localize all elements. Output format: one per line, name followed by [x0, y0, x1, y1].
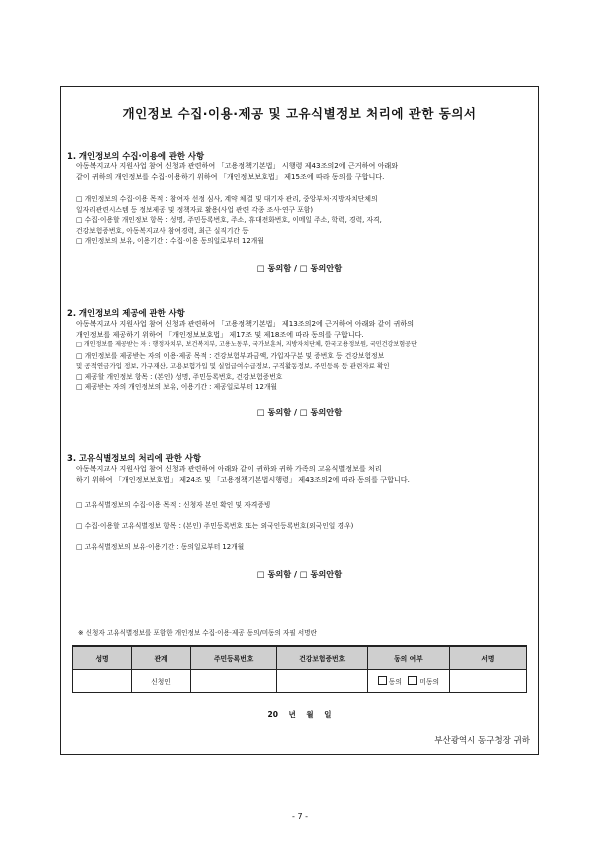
- section-2-paragraph: 아동복지교사 지원사업 참여 신청과 관련하여 「고용정책기본법」 제13조의2에 근거하여 아래와 같이 귀하의 개인정보를 제공하기 위하여 「개인정보보호법」 제17조 및 제18조에 따라 동의를 구합니다.: [76, 319, 415, 339]
- section-3-paragraph: 아동복지교사 지원사업 참여 신청과 관련하여 아래와 같이 귀하와 귀하 가족의 고유식별정보를 처리 하기 위하여 「개인정보보호법」 제24조 및 「고용정책기본법시행령」 제43조의2에 따라 동의를 구합니다.: [76, 464, 410, 484]
- list-item: □ 개인정보의 보유, 이용기간 : 수집·이용 동의일로부터 12개월: [76, 237, 264, 245]
- section-2-heading: 2. 개인정보의 제공에 관한 사항: [67, 308, 185, 318]
- header-name: 성명: [73, 646, 132, 670]
- header-relation: 관계: [132, 646, 191, 670]
- header-rrn: 주민등록번호: [191, 646, 277, 670]
- page-number: - 7 -: [292, 812, 308, 821]
- section-3-consent-checkboxes[interactable]: □ 동의함 / □ 동의안함: [256, 569, 343, 579]
- table-header-row: [73, 646, 527, 670]
- list-item-spacer: [76, 511, 532, 522]
- header-consent: 동의 여부: [368, 646, 450, 670]
- agree-checkbox[interactable]: [378, 676, 387, 685]
- disagree-checkbox[interactable]: [408, 676, 417, 685]
- section-1-items: [76, 194, 532, 247]
- list-item: □ 개인정보를 제공받는 자 : 행정자치부, 보건복지부, 고용노동부, 국가보훈처, 지방자치단체, 한국고용정보원, 국민건강보험공단: [76, 341, 417, 348]
- signature-table: [72, 645, 527, 693]
- health-no-cell[interactable]: [277, 670, 368, 693]
- list-item: □ 개인정보를 제공받는 자의 이용·제공 목적 : 건강보험부과금액, 가입자구분 및 증번호 등 건강보험정보: [76, 351, 385, 360]
- section-1-heading: 1. 개인정보의 수집·이용에 관한 사항: [67, 151, 205, 161]
- section-3-heading: 3. 고유식별정보의 처리에 관한 사항: [67, 453, 201, 463]
- relation-cell: 신청인: [132, 670, 191, 693]
- list-item: □ 수집·이용할 개인정보 항목 : 성명, 주민등록번호, 주소, 휴대전화번호, 이메일 주소, 학력, 경력, 자격,: [76, 216, 382, 224]
- section-1-paragraph: 아동복지교사 지원사업 참여 신청과 관련하여 「고용정책기본법」 시행령 제43조의2에 근거하여 아래와 같이 귀하의 개인정보를 수집·이용하기 위하여 「개인정보보호법」 제15조에 따라 동의를 구합니다.: [76, 161, 399, 181]
- consent-cell: [368, 670, 450, 693]
- section-2-consent-checkboxes[interactable]: □ 동의함 / □ 동의안함: [256, 407, 343, 417]
- list-item: 일자리관련시스템 등 정보제공 및 정책자료 활용(사업 관련 각종 조사·연구 포함): [76, 205, 314, 214]
- section-1-consent-checkboxes[interactable]: □ 동의함 / □ 동의안함: [256, 263, 343, 273]
- table-row: [73, 670, 527, 693]
- header-signature: 서명: [449, 646, 526, 670]
- list-item: 건강보험증번호, 아동복지교사 참여경력, 최근 실직기간 등: [76, 226, 249, 235]
- signature-note: ※ 신청자 고유식별정보를 포함한 개인정보 수집·이용·제공 동의/미동의 자필 서명란: [78, 629, 317, 637]
- list-item: □ 고유식별정보의 보유·이용기간 : 동의일로부터 12개월: [76, 543, 245, 551]
- section-3-items: [76, 500, 532, 553]
- rrn-cell[interactable]: [191, 670, 277, 693]
- list-item: □ 수집·이용할 고유식별정보 항목 : (본인) 주민등록번호 또는 외국인등록번호(외국인일 경우): [76, 522, 354, 530]
- list-item: □ 고유식별정보의 수집·이용 목적 : 신청자 본인 확인 및 자격증빙: [76, 501, 271, 509]
- disagree-label: 미동의: [419, 678, 440, 686]
- signature-cell[interactable]: [449, 670, 526, 693]
- name-cell[interactable]: [73, 670, 132, 693]
- header-health-no: 건강보험증번호: [277, 646, 368, 670]
- recipient: 부산광역시 동구청장 귀하: [434, 736, 530, 746]
- list-item: □ 개인정보의 수집·이용 목적 : 참여자 선정 심사, 계약 체결 및 대기자 관리, 중앙부처·지방자치단체의: [76, 195, 378, 203]
- list-item: 및 공적연금가입 정보, 가구재산, 고용보험가입 및 실업급여수급정보, 구직활동정보, 주민등록 등 관련자료 확인: [76, 362, 390, 370]
- section-2-items: [76, 340, 532, 393]
- date-line: 20 년 월 일: [267, 710, 332, 719]
- agree-label: 동의: [388, 678, 402, 686]
- list-item-spacer: [76, 532, 532, 543]
- list-item: □ 제공할 개인정보 항목 : (본인) 성명, 주민등록번호, 건강보험증번호: [76, 372, 283, 381]
- document-title: 개인정보 수집·이용·제공 및 고유식별정보 처리에 관한 동의서: [122, 106, 477, 121]
- list-item: □ 제공받는 자의 개인정보의 보유, 이용기간 : 제공일로부터 12개월: [76, 383, 277, 391]
